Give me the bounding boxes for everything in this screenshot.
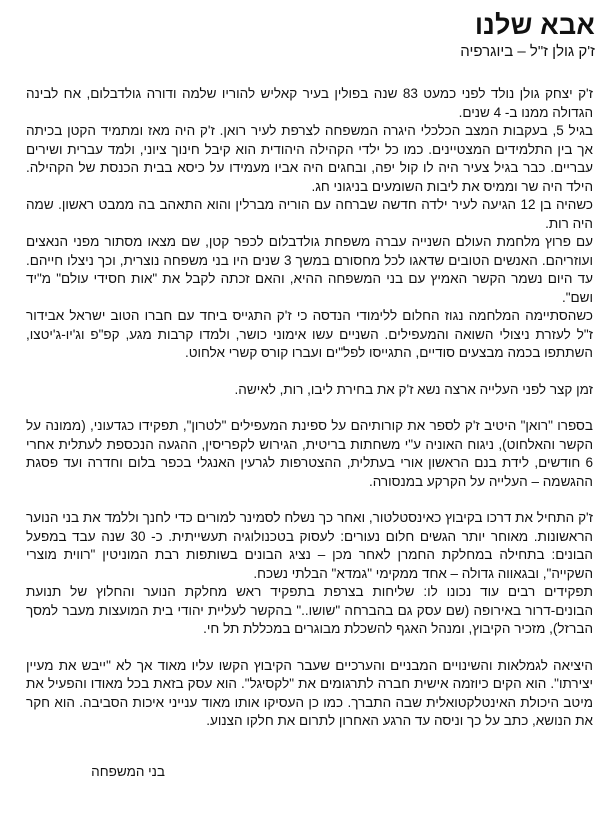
paragraph: זמן קצר לפני העלייה ארצה נשא ז'ק את בחירת ליבו, רות, לאישה. [234, 381, 593, 397]
biography-page [26, 0, 595, 781]
paragraph: בספרו "רואן" היטיב ז'ק לספר את קורותיהם על ספינת המעפילים "לטרון", תפקידו כגדעוני, (ממונה על הקשר והאלחוט), ניגוח האוניה ע"י משחתות בריטית, הגירוש לקפריסין, ההגעה הנכספת לעתלית אחרי 6 חודשים, לידת בנם הראשון אורי בעתלית, ההצטרפות לגרעין האנגלי בכפר בלום וחדרה ועד פסגת ההגשמה – העלייה על הקרקע במנסורה. [26, 418, 593, 489]
signature: בני המשפחה [91, 763, 165, 779]
biography-body [26, 85, 595, 731]
paragraph: ז'ק יצחק גולן נולד לפני כמעט 83 שנה בפולין בעיר קאליש להוריו שלמה ודורה גולדבלום, אח לבינה הגדולה ממנו ב- 4 שנים. [26, 86, 593, 120]
paragraph: בגיל 5, בעקבות המצב הכלכלי היגרה המשפחה לצרפת לעיר רואן. ז'ק היה מאז ומתמיד הקטן בכיתה אך בין התלמידים המצטיינים. כמו כל ילדי הקהילה היהודית הוא קיבל חינוך ציוני, ולמד עברית ושירים עבריים. כבר בגיל צעיר היה לו קול יפה, ובחגים היה אביו מעמידו על כיסא בבית הכנסת של הקהילה. הילד היה שר וממיס את ליבות השומעים בניגוני חג. [26, 123, 593, 194]
paragraph: היציאה לגמלאות והשינויים המבניים והערכיים שעבר הקיבוץ הקשו עליו מאוד אך לא "ייבש את מעיין יצירתו". הוא הקים כיוזמה אישית חברה לתרגומים את "לקסיגל". הוא עסק בזאת בכל מאודו והפעיל את מיטב היכולת האינטלקטואלית שבה התברך. כמו כן העסיקו אותו מאוד ענייני איכות הסביבה. הוא חקר את הנושא, כתב על כך וניסה עד הרגע האחרון לתרום את חלקו הצנוע. [26, 657, 593, 728]
paragraph: כשהסתיימה המלחמה נגוז החלום ללימודי הנדסה כי ז'ק התגייס ביחד עם חברו הטוב ישראל אבידור ז"ל לעזרת ניצולי השואה והמעפילים. השניים עשו אימוני כושר, ולמדו קרבות מגע, קפ"פ וג'יו-ג'יטצו, השתתפו בכמה מבצעים סודיים, התגייסו לפל"ים ועברו קורס קשרי אלחוט. [26, 308, 593, 360]
paragraph: כשהיה בן 12 הגיעה לעיר ילדה חדשה שברחה עם הוריה מברלין והוא התאהב בה ממבט ראשון. שמה היה רות. [26, 197, 593, 231]
paragraph: תפקידים רבים עוד נכונו לו: שליחות בצרפת בתפקיד ראש מחלקת הנוער והחלוץ של תנועת הבונים-דרור באירופה (שם עסק גם בהברחה "שושו.." בהקשר לעליית יהודי בית המועצות מעבר למסך הברזל), מזכיר הקיבוץ, ומנהל האגף להשכלת מבוגרים במכללת תל חי. [26, 584, 593, 636]
page-title: אבא שלנו [474, 10, 595, 40]
paragraph: עם פרוץ מלחמת העולם השנייה עברה משפחת גולדבלום לכפר קטן, שם מצאו מסתור מפני הנאצים ועוזריהם. האנשים הטובים שדאגו לכל מחסורם במשך 3 שנים היו בני משפחה נוצרית, וכך ניצלו חייהם. עד היום נשמר הקשר האמיץ עם בני המשפחה ההיא, והאם זכתה לקבל את "אות חסידי עולם" מ"יד ושם". [26, 234, 593, 305]
paragraph: ז'ק התחיל את דרכו בקיבוץ כאינסטלטור, ואחר כך נשלח לסמינר למורים כדי לחנך וללמד את בני הנוער הראשונות. מאוחר יותר הגשים חלום נעורים: לעסוק בטכנולוגיה תעשייתית. כ- 30 שנה עבד במפעל הבונים: בתחילה במחלקת החמרן לאחר מכן – נציג הבונים בשותפות רבת המוניטין "רווית מוצרי השקייה", ובגאווה גדולה – אחד ממקימי "גמדא" הבלתי נשכח. [26, 510, 593, 581]
page-subtitle: ז'ק גולן ז"ל – ביוגרפיה [460, 43, 595, 60]
